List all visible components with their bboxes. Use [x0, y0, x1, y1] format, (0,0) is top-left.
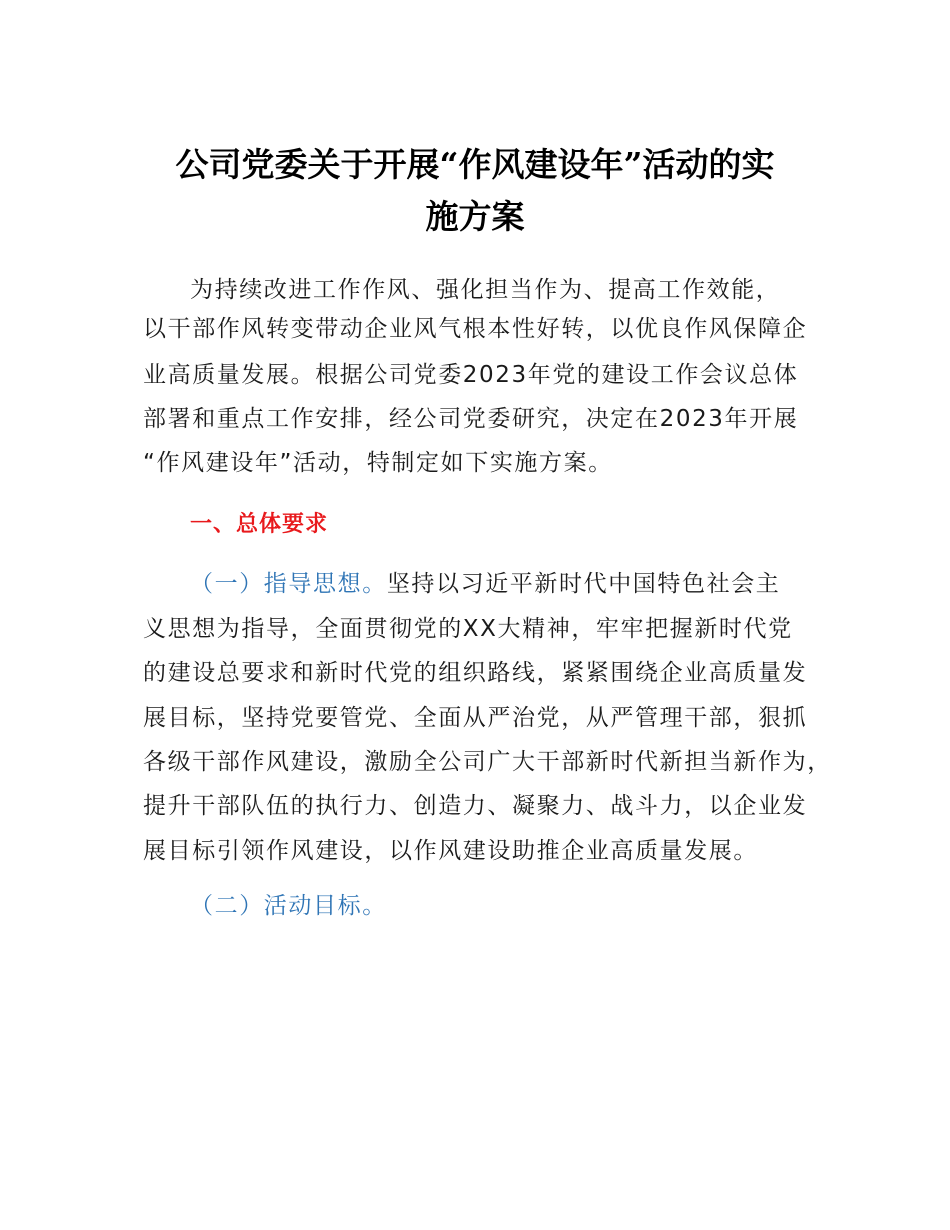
- section-heading-general-requirements: 一、总体要求: [190, 512, 329, 537]
- sub1-line-5: 各级干部作风建设，激励全公司广大干部新时代新担当新作为，: [143, 749, 832, 775]
- sub1-first-line-text: 坚持以习近平新时代中国特色社会主: [386, 571, 781, 597]
- sub1-line-4: 展目标，坚持党要管党、全面从严治党，从严管理干部，狠抓: [143, 705, 808, 731]
- sub1-label: （一）指导思想。: [190, 571, 387, 597]
- sub1-line-2: 义思想为指导，全面贯彻党的XX大精神，牢牢把握新时代党: [143, 616, 793, 642]
- sub1-line-3: 的建设总要求和新时代党的组织路线，紧紧围绕企业高质量发: [143, 660, 808, 686]
- sub2-label: （二）活动目标。: [190, 893, 387, 919]
- sub1-line-6: 提升干部队伍的执行力、创造力、凝聚力、战斗力，以企业发: [143, 793, 808, 819]
- sub1-first-line: [190, 564, 780, 604]
- intro-line-2: 以干部作风转变带动企业风气根本性好转，以优良作风保障企: [143, 316, 808, 342]
- sub1-line-7: 展目标引领作风建设，以作风建设助推企业高质量发展。: [143, 838, 758, 864]
- intro-line-5: “作风建设年”活动，特制定如下实施方案。: [143, 450, 613, 476]
- intro-line-3: 业高质量发展。根据公司党委2023年党的建设工作会议总体: [143, 362, 799, 388]
- intro-line-4: 部署和重点工作安排，经公司党委研究，决定在2023年开展: [143, 406, 799, 432]
- document-title-line-1: 公司党委关于开展“作风建设年”活动的实: [175, 145, 775, 184]
- intro-line-1: 为持续改进工作作风、强化担当作为、提高工作效能，: [190, 277, 781, 303]
- document-title-line-2: 施方案: [425, 197, 525, 236]
